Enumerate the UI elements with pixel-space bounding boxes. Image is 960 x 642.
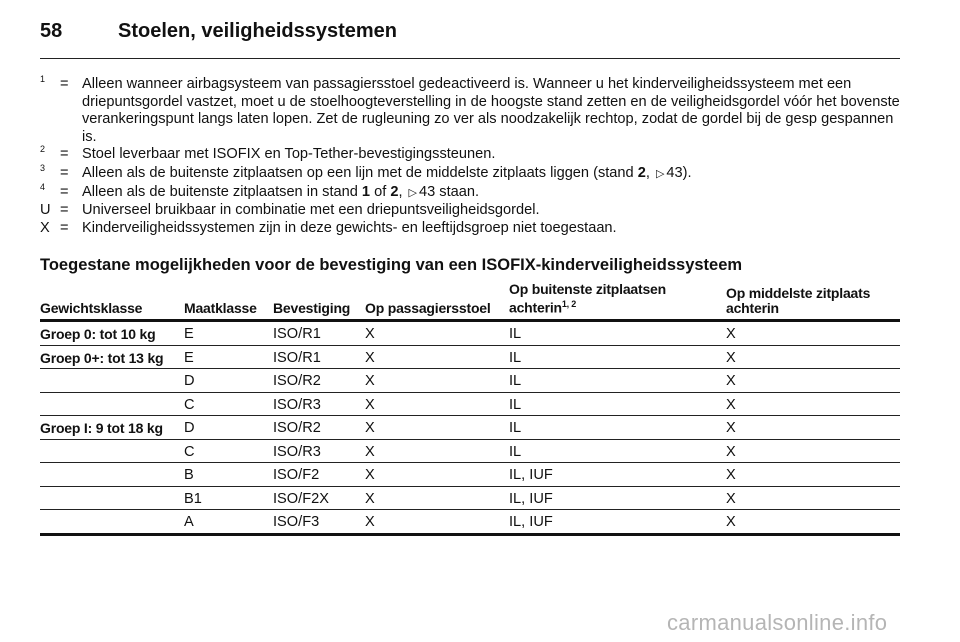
footnote-eq: = xyxy=(60,183,69,200)
footnote-eq: = xyxy=(60,164,69,181)
footnote-eq: = xyxy=(60,146,69,163)
cell-group: Groep I: 9 tot 18 kg xyxy=(40,420,163,436)
footnote-text: Stoel leverbaar met ISOFIX en Top-Tether-bevestigingssteunen. xyxy=(82,146,496,163)
table-row xyxy=(40,369,900,393)
footnote-mark: X xyxy=(40,219,50,236)
footnote-text: Kinderveiligheidssystemen zijn in deze gewichts- en leeftijdsgroep niet toegestaan. xyxy=(82,219,617,236)
page-number: 58 xyxy=(40,20,63,42)
footnote-3: $^3$ = Alleen als de buitenste zitplaatsen op een lijn met de middelste zitplaats liggen (stand 2, ▷ 43). xyxy=(40,165,902,184)
cell-size: E xyxy=(184,326,194,342)
section-title: Toegestane mogelijkheden voor de bevestiging van een ISOFIX-kinderveiligheidssysteem xyxy=(40,256,743,274)
footnote-mark: 1 xyxy=(40,74,46,84)
cell-middle: X xyxy=(726,373,736,389)
cell-middle: X xyxy=(726,326,736,342)
cell-size: A xyxy=(184,514,194,530)
table-row xyxy=(40,463,900,487)
footnote-mark: 2 xyxy=(40,144,46,155)
footnote-eq: = xyxy=(60,76,69,92)
footnote-bold: 2 xyxy=(390,183,399,200)
isofix-table xyxy=(40,281,900,536)
page-reference[interactable]: 43 xyxy=(419,183,436,200)
cell-passenger: X xyxy=(365,467,375,483)
cell-outer: IL xyxy=(509,349,522,366)
header-middle-rear: Op middelste zitplaats achterin xyxy=(726,285,871,316)
cell-outer: IL, IUF xyxy=(509,490,553,507)
header-weight-class: Gewichtsklasse xyxy=(40,300,143,316)
cell-passenger: X xyxy=(365,514,375,530)
header-size-class: Maatklasse xyxy=(184,300,257,316)
page-title: Stoelen, veiligheidssystemen xyxy=(118,20,397,42)
footnote-text: Universeel bruikbaar in combinatie met een driepuntsveiligheidsgordel. xyxy=(82,202,540,219)
cell-mount: ISO/F2 xyxy=(273,467,320,483)
cell-outer: IL, IUF xyxy=(509,467,553,483)
footnote-4: $^4$ = Alleen als de buitenste zitplaatsen in stand 1 of 2, ▷ 43 staan. xyxy=(40,184,902,203)
footnote-bold: 2 xyxy=(637,164,646,181)
table-row xyxy=(40,322,900,346)
triangle-arrow-icon: ▷ xyxy=(408,186,418,199)
cell-mount: ISO/R3 xyxy=(273,396,321,413)
cell-outer: IL xyxy=(509,420,522,436)
cell-size: C xyxy=(184,396,195,413)
footnote-u xyxy=(40,202,902,220)
footnote-bold: 1 xyxy=(361,183,371,200)
table-header xyxy=(40,281,900,322)
cell-passenger: X xyxy=(365,349,375,366)
table-row xyxy=(40,510,900,536)
cell-middle: X xyxy=(726,349,736,366)
page-header xyxy=(40,18,900,59)
cell-outer: IL xyxy=(509,443,522,460)
cell-size: B xyxy=(184,467,194,483)
footnote-2 xyxy=(40,146,902,165)
cell-size: D xyxy=(184,373,195,389)
table-row xyxy=(40,440,900,464)
cell-mount: ISO/R1 xyxy=(273,326,321,342)
table-row xyxy=(40,416,900,440)
cell-passenger: X xyxy=(365,443,375,460)
cell-outer: IL xyxy=(509,396,522,413)
cell-size: B1 xyxy=(184,490,202,507)
footnote-1 xyxy=(40,76,902,146)
footnote-mark: 3 xyxy=(40,162,46,173)
cell-group: Groep 0: tot 10 kg xyxy=(40,326,156,342)
footnote-eq: = xyxy=(60,219,69,236)
cell-passenger: X xyxy=(365,490,375,507)
footnote-x xyxy=(40,220,902,238)
cell-passenger: X xyxy=(365,420,375,436)
cell-middle: X xyxy=(726,420,736,436)
cell-outer: IL, IUF xyxy=(509,514,553,530)
cell-mount: ISO/F3 xyxy=(273,514,320,530)
footnote-text: Alleen wanneer airbagsysteem van passagiersstoel gedeactiveerd is. Wanneer u het kinderveiligheidssysteem met een driepuntsgordel vastzet, moet u de stoelhoogteverstelling in de hoogste stand zetten en de veiligheidsgordel vóór het bovenste verankeringspunt langs laten lopen. Zet de rugleuning zo ver als noodzakelijk rechtop, zodat de gordel bij de gesp gespannen is. xyxy=(82,76,900,145)
cell-middle: X xyxy=(726,467,736,483)
cell-middle: X xyxy=(726,490,736,507)
cell-outer: IL xyxy=(509,326,522,342)
cell-size: D xyxy=(184,420,195,436)
cell-group: Groep 0+: tot 13 kg xyxy=(40,349,164,366)
footnote-text: Alleen als de buitenste zitplaatsen op een lijn met de middelste zitplaats liggen (stand xyxy=(82,164,638,181)
cell-passenger: X xyxy=(365,373,375,389)
cell-middle: X xyxy=(726,396,736,413)
cell-mount: ISO/F2X xyxy=(273,490,329,507)
header-mounting: Bevestiging xyxy=(273,300,351,316)
cell-middle: X xyxy=(726,443,736,460)
header-passenger-seat: Op passagiersstoel xyxy=(365,300,491,316)
footnote-mark: 4 xyxy=(40,181,46,192)
table-row xyxy=(40,487,900,511)
cell-size: C xyxy=(184,443,195,460)
cell-passenger: X xyxy=(365,396,375,413)
cell-size: E xyxy=(184,349,194,366)
footnote-text: Alleen als de buitenste zitplaatsen in stand xyxy=(82,183,362,200)
page-reference[interactable]: 43 xyxy=(666,164,683,181)
table-body xyxy=(40,322,900,536)
footnote-eq: = xyxy=(60,202,69,219)
cell-mount: ISO/R2 xyxy=(273,373,321,389)
header-outer-rear: Op buitenste zitplaatsen achterin$^{1, 2}$ xyxy=(509,281,666,316)
footnotes xyxy=(40,76,902,237)
cell-middle: X xyxy=(726,514,736,530)
cell-mount: ISO/R1 xyxy=(273,349,321,366)
table-row xyxy=(40,393,900,417)
cell-mount: ISO/R3 xyxy=(273,443,321,460)
table-row xyxy=(40,346,900,370)
triangle-arrow-icon: ▷ xyxy=(655,167,665,180)
cell-passenger: X xyxy=(365,326,375,342)
cell-mount: ISO/R2 xyxy=(273,420,321,436)
footnote-mark: U xyxy=(40,202,51,219)
watermark: carmanualsonline.info xyxy=(667,610,888,635)
cell-outer: IL xyxy=(509,373,522,389)
